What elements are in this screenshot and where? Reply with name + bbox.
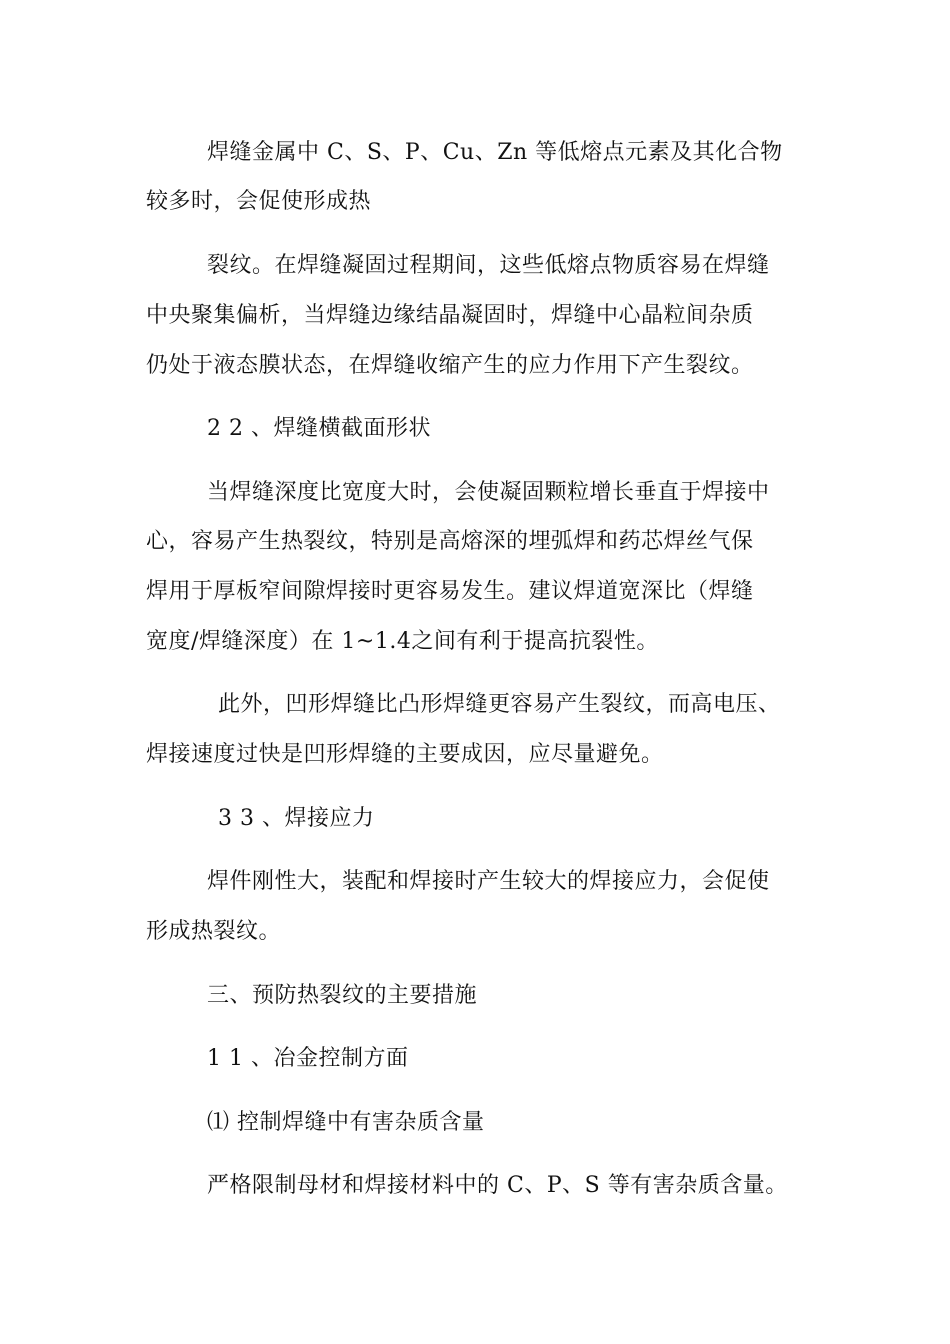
paragraph-line-7: 心，容易产生热裂纹，特别是高熔深的埋弧焊和药芯焊丝气保 <box>146 529 754 554</box>
paragraph-line-1: 焊缝金属中 C、S、P、Cu、Zn 等低熔点元素及其化合物 <box>207 140 783 165</box>
subsection-heading-1: ⑴ 控制焊缝中有害杂质含量 <box>207 1110 485 1135</box>
paragraph-line-13: 形成热裂纹。 <box>146 919 282 944</box>
paragraph-line-3: 裂纹。在焊缝凝固过程期间，这些低熔点物质容易在焊缝 <box>207 253 770 278</box>
paragraph-line-11: 焊接速度过快是凹形焊缝的主要成因，应尽量避免。 <box>146 742 664 767</box>
paragraph-line-4: 中央聚集偏析，当焊缝边缘结晶凝固时，焊缝中心晶粒间杂质 <box>146 303 754 328</box>
paragraph-line-9: 宽度/焊缝深度）在 1~1.4之间有利于提高抗裂性。 <box>146 629 659 654</box>
chapter-heading-3: 三、预防热裂纹的主要措施 <box>207 983 478 1008</box>
paragraph-line-12: 焊件刚性大，装配和焊接时产生较大的焊接应力，会促使 <box>207 869 770 894</box>
paragraph-line-14: 严格限制母材和焊接材料中的 C、P、S 等有害杂质含量。 <box>207 1173 788 1198</box>
section-heading-2-2: 2 2 、焊缝横截面形状 <box>207 416 431 441</box>
section-heading-1-1: 1 1 、冶金控制方面 <box>207 1046 409 1071</box>
paragraph-line-2: 较多时，会促使形成热 <box>146 189 372 214</box>
paragraph-line-8: 焊用于厚板窄间隙焊接时更容易发生。建议焊道宽深比（焊缝 <box>146 579 754 604</box>
paragraph-line-6: 当焊缝深度比宽度大时，会使凝固颗粒增长垂直于焊接中 <box>207 480 770 505</box>
paragraph-line-10: 此外，凹形焊缝比凸形焊缝更容易产生裂纹，而高电压、 <box>218 692 781 717</box>
section-heading-3-3: 3 3 、焊接应力 <box>218 806 375 831</box>
paragraph-line-5: 仍处于液态膜状态，在焊缝收缩产生的应力作用下产生裂纹。 <box>146 353 754 378</box>
